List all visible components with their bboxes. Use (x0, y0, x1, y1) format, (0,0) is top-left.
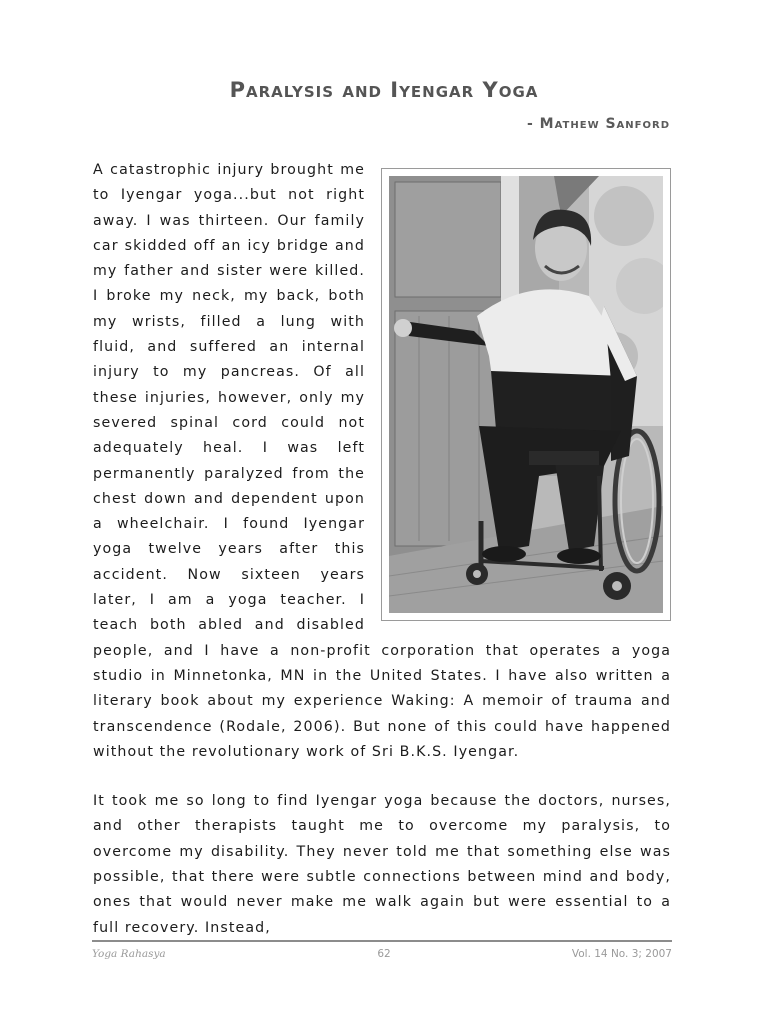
journal-name: Yoga Rahasya (92, 948, 166, 960)
article-body (93, 158, 671, 941)
wheelchair-yoga-teacher-photo (389, 176, 663, 613)
photo-frame (381, 168, 671, 621)
paragraph: A catastrophic injury brought me to Iyengar yoga...but not right away. I was thirteen. Our family car skidded off an icy bridge and my father and sister were killed. I broke my neck, my back, both my wrists, filled a lung with fluid, and suffered an internal injury to my pancreas. Of all these injuries, however, only my severed spinal cord could not adequately heal. I was left permanently paralyzed from the chest down and dependent upon a wheelchair. I found Iyengar yoga twelve years after this accident. Now sixteen years later, I am a yoga teacher. I teach both abled and disabled people, and I have a non-profit corporation that operates a yoga studio in Minnetonka, MN in the United States. I have also written a literary book about my experience Waking: A memoir of trauma and transcendence (Rodale, 2006). But none of this could have happened without the revolutionary work of Sri B.K.S. Iyengar. (93, 162, 671, 760)
article-title: Paralysis and Iyengar Yoga (229, 78, 539, 102)
footer-divider (92, 940, 672, 942)
author-byline: - Mathew Sanford (526, 116, 670, 132)
paragraph: It took me so long to find Iyengar yoga because the doctors, nurses, and other therapists taught me to overcome my paralysis, to overcome my disability. They never told me that something else was possible, that there were subtle connections between mind and body, ones that would never make me walk again but were essential to a full recovery. Instead, (93, 793, 671, 936)
issue-info: Vol. 14 No. 3; 2007 (571, 948, 672, 960)
page-number: 62 (377, 948, 391, 960)
